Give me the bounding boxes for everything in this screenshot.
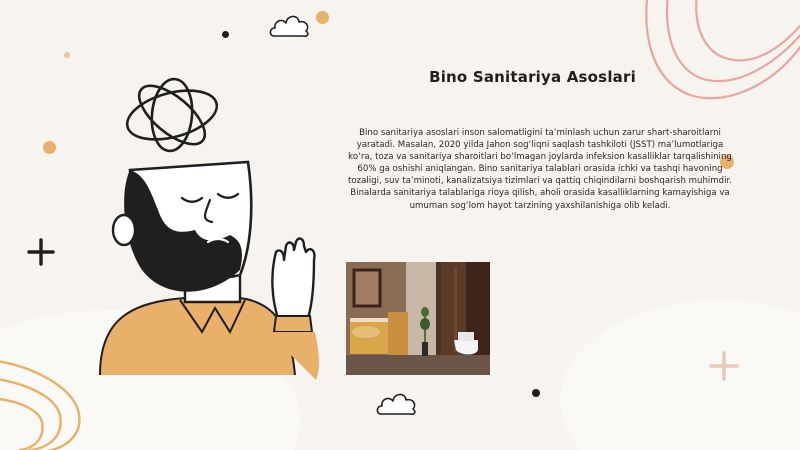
background-blob (560, 300, 800, 450)
cloud-icon (374, 388, 420, 418)
dot-icon (64, 52, 70, 58)
scribble-icon (122, 75, 222, 154)
cloud-icon (268, 10, 312, 40)
plus-icon (709, 351, 739, 381)
confused-man-illustration (90, 70, 340, 380)
dot-icon (222, 31, 229, 38)
dot-icon (532, 389, 540, 397)
swirl-line-icon (630, 0, 800, 110)
bathroom-photo (346, 262, 490, 375)
slide-body-text: Bino sanitariya asoslari inson salomatligini ta’minlash uchun zarur shart-sharoitlarni yaratadi. Masalan, 2020 yilda Jahon sog‘liqni saqlash tashkiloti (JSST) ma’lumotlariga ko‘ra, toza va sanitariya sharoitlari bo‘lmagan joylarda infeksion kasalliklar tarqalishining 60% ga oshishi aniqlangan. Bino sanitariya talablari orasida ichki va tashqi havoning tozaligi, suv ta’minoti, kanalizatsiya tizimlari va qattiq chiqindilarni boshqarish muhimdir. Binalarda sanitariya talablariga rioya qilish, aholi orasida kasalliklarning kamayishiga va umuman sog‘lom hayot tarzining yaxshilanishiga olib keladi. (348, 128, 732, 211)
bathroom-image (346, 262, 490, 375)
dot-icon (316, 11, 329, 24)
dot-icon (43, 141, 56, 154)
slide-title: Bino Sanitariya Asoslari (429, 68, 636, 86)
plus-icon (27, 238, 55, 266)
